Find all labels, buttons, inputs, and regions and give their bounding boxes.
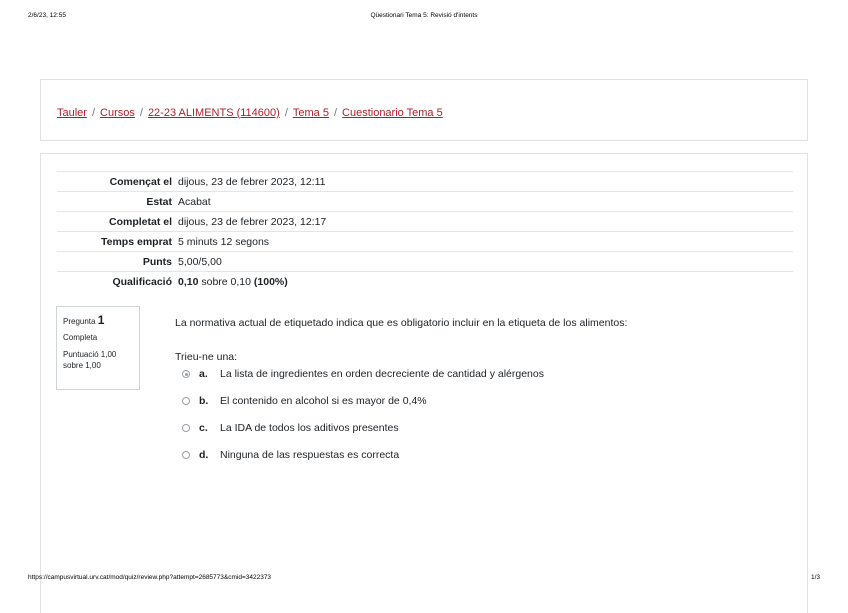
print-url: https://campusvirtual.urv.cat/mod/quiz/review.php?attempt=2685773&cmid=3422373: [28, 574, 272, 581]
question-info-box: [56, 306, 140, 390]
summary-row-grade: [57, 272, 793, 292]
breadcrumb-link-course[interactable]: 22-23 ALIMENTS (114600): [147, 107, 280, 119]
question-number: 1: [97, 313, 105, 327]
print-page-number: 1/3: [810, 574, 820, 581]
summary-value: Acabat: [178, 195, 211, 208]
summary-value: dijous, 23 de febrer 2023, 12:17: [178, 215, 327, 228]
summary-value: 5,00/5,00: [178, 255, 222, 268]
breadcrumb-link-tema[interactable]: Tema 5: [292, 107, 329, 119]
question-grade: [63, 349, 133, 371]
radio-unchecked-icon[interactable]: [182, 397, 190, 405]
print-date: 2/6/23, 12:55: [28, 12, 66, 19]
breadcrumb-link-tauler[interactable]: Tauler: [57, 107, 87, 119]
breadcrumb-card: [40, 79, 808, 141]
question-label: Pregunta: [63, 317, 96, 326]
breadcrumb-separator: /: [284, 107, 288, 119]
grade-sobre: sobre 0,10: [201, 275, 251, 288]
question-number-line: [63, 313, 133, 327]
summary-row: [57, 172, 793, 192]
summary-label: Completat el: [108, 215, 172, 228]
summary-label: Punts: [142, 255, 172, 268]
breadcrumb: [57, 107, 443, 119]
question-grade-line1: Puntuació 1,00: [63, 350, 117, 359]
summary-row: [57, 212, 793, 232]
answer-text: El contenido en alcohol si es mayor de 0,4%: [220, 395, 427, 407]
radio-unchecked-icon[interactable]: [182, 451, 190, 459]
print-footer: [0, 574, 848, 586]
answer-number: c.: [199, 422, 208, 434]
attempt-summary-table: [57, 171, 793, 292]
answer-option-b[interactable]: [175, 395, 795, 422]
answer-option-d[interactable]: [175, 449, 795, 476]
summary-value: dijous, 23 de febrer 2023, 12:11: [178, 175, 326, 188]
answer-text: La IDA de todos los aditivos presentes: [220, 422, 399, 434]
radio-unchecked-icon[interactable]: [182, 424, 190, 432]
summary-row: [57, 232, 793, 252]
question-text: La normativa actual de etiquetado indica que es obligatorio incluir en la etiqueta de los alimentos:: [175, 317, 628, 329]
question-state: Completa: [63, 333, 98, 342]
answer-number: b.: [199, 395, 209, 407]
answer-text: Ninguna de las respuestas es correcta: [220, 449, 400, 461]
question-content: [175, 317, 795, 476]
grade-score: 0,10: [178, 275, 199, 288]
summary-row: [57, 252, 793, 272]
summary-row: [57, 192, 793, 212]
answer-prompt: Trieu-ne una:: [175, 351, 238, 363]
print-title: Qüestionari Tema 5: Revisió d'intents: [370, 12, 478, 19]
breadcrumb-link-quiz[interactable]: Cuestionario Tema 5: [342, 107, 443, 119]
quiz-review-card: [40, 153, 808, 613]
summary-value: 5 minuts 12 segons: [178, 235, 270, 248]
summary-label: Temps emprat: [101, 235, 172, 248]
grade-label: Qualificació: [112, 275, 172, 288]
summary-label: Estat: [146, 195, 172, 208]
question-grade-line2: sobre 1,00: [63, 361, 101, 370]
grade-value: [178, 272, 793, 292]
print-header: [0, 12, 848, 24]
breadcrumb-link-cursos[interactable]: Cursos: [100, 107, 135, 119]
answer-text: La lista de ingredientes en orden decreciente de cantidad y alérgenos: [220, 368, 544, 380]
breadcrumb-separator: /: [91, 107, 96, 119]
answer-number: a.: [199, 368, 208, 380]
answer-number: d.: [199, 449, 209, 461]
breadcrumb-separator: /: [333, 107, 338, 119]
breadcrumb-separator: /: [139, 107, 143, 119]
summary-label: Començat el: [109, 175, 172, 188]
answer-list: [175, 368, 795, 476]
answer-option-a[interactable]: [175, 368, 795, 395]
answer-option-c[interactable]: [175, 422, 795, 449]
grade-percent: (100%): [253, 275, 288, 288]
radio-checked-icon[interactable]: [182, 370, 190, 378]
